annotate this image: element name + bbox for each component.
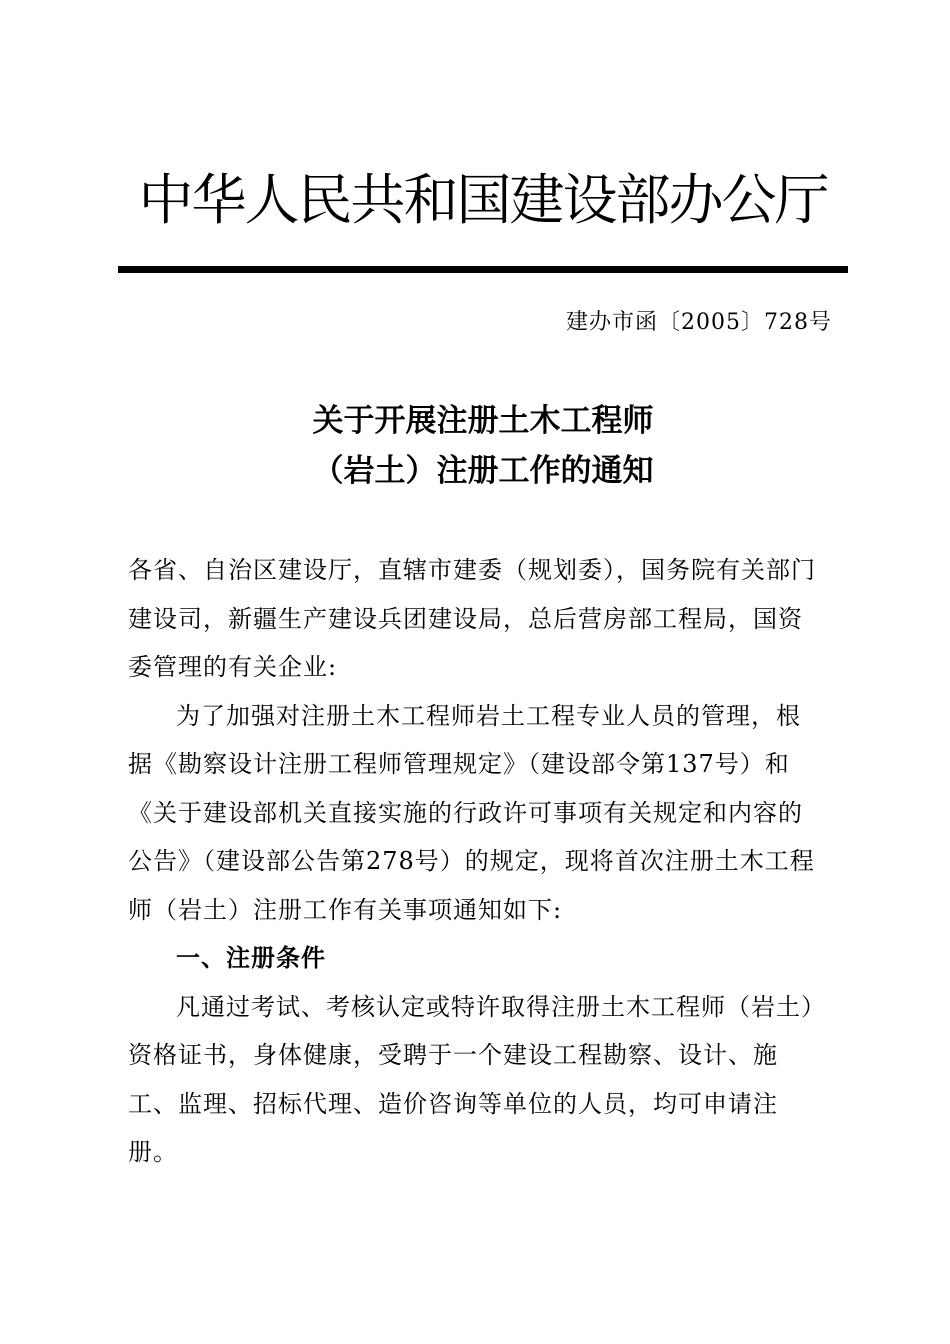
intro-paragraph: 为了加强对注册土木工程师岩土工程专业人员的管理，根据《勘察设计注册工程师管理规定》（建设部令第137号）和《关于建设部机关直接实施的行政许可事项有关规定和内容的公告》（建设部公告第278号）的规定，现将首次注册土木工程师（岩土）注册工作有关事项通知如下: [128, 701, 815, 924]
document-number: 建办市函〔2005〕728号 [566, 310, 832, 335]
notice-body [128, 546, 818, 1177]
section-heading-registration-conditions: 一、注册条件 [176, 944, 326, 972]
registration-conditions-paragraph: 凡通过考试、考核认定或特许取得注册土木工程师（岩土）资格证书，身体健康，受聘于一个建设工程勘察、设计、施工、监理、招标代理、造价咨询等单位的人员，均可申请注册。 [128, 992, 814, 1166]
header-rule [118, 266, 848, 273]
notice-title-line-2: （岩土）注册工作的通知 [312, 453, 654, 489]
issuing-office-title: 中华人民共和国建设部办公厅 [138, 168, 828, 232]
notice-title-line-1: 关于开展注册土木工程师 [312, 403, 654, 439]
notice-title [118, 396, 848, 496]
addressee-paragraph: 各省、自治区建设厅，直辖市建委（规划委），国务院有关部门建设司，新疆生产建设兵团建设局，总后营房部工程局，国资委管理的有关企业: [128, 556, 816, 681]
